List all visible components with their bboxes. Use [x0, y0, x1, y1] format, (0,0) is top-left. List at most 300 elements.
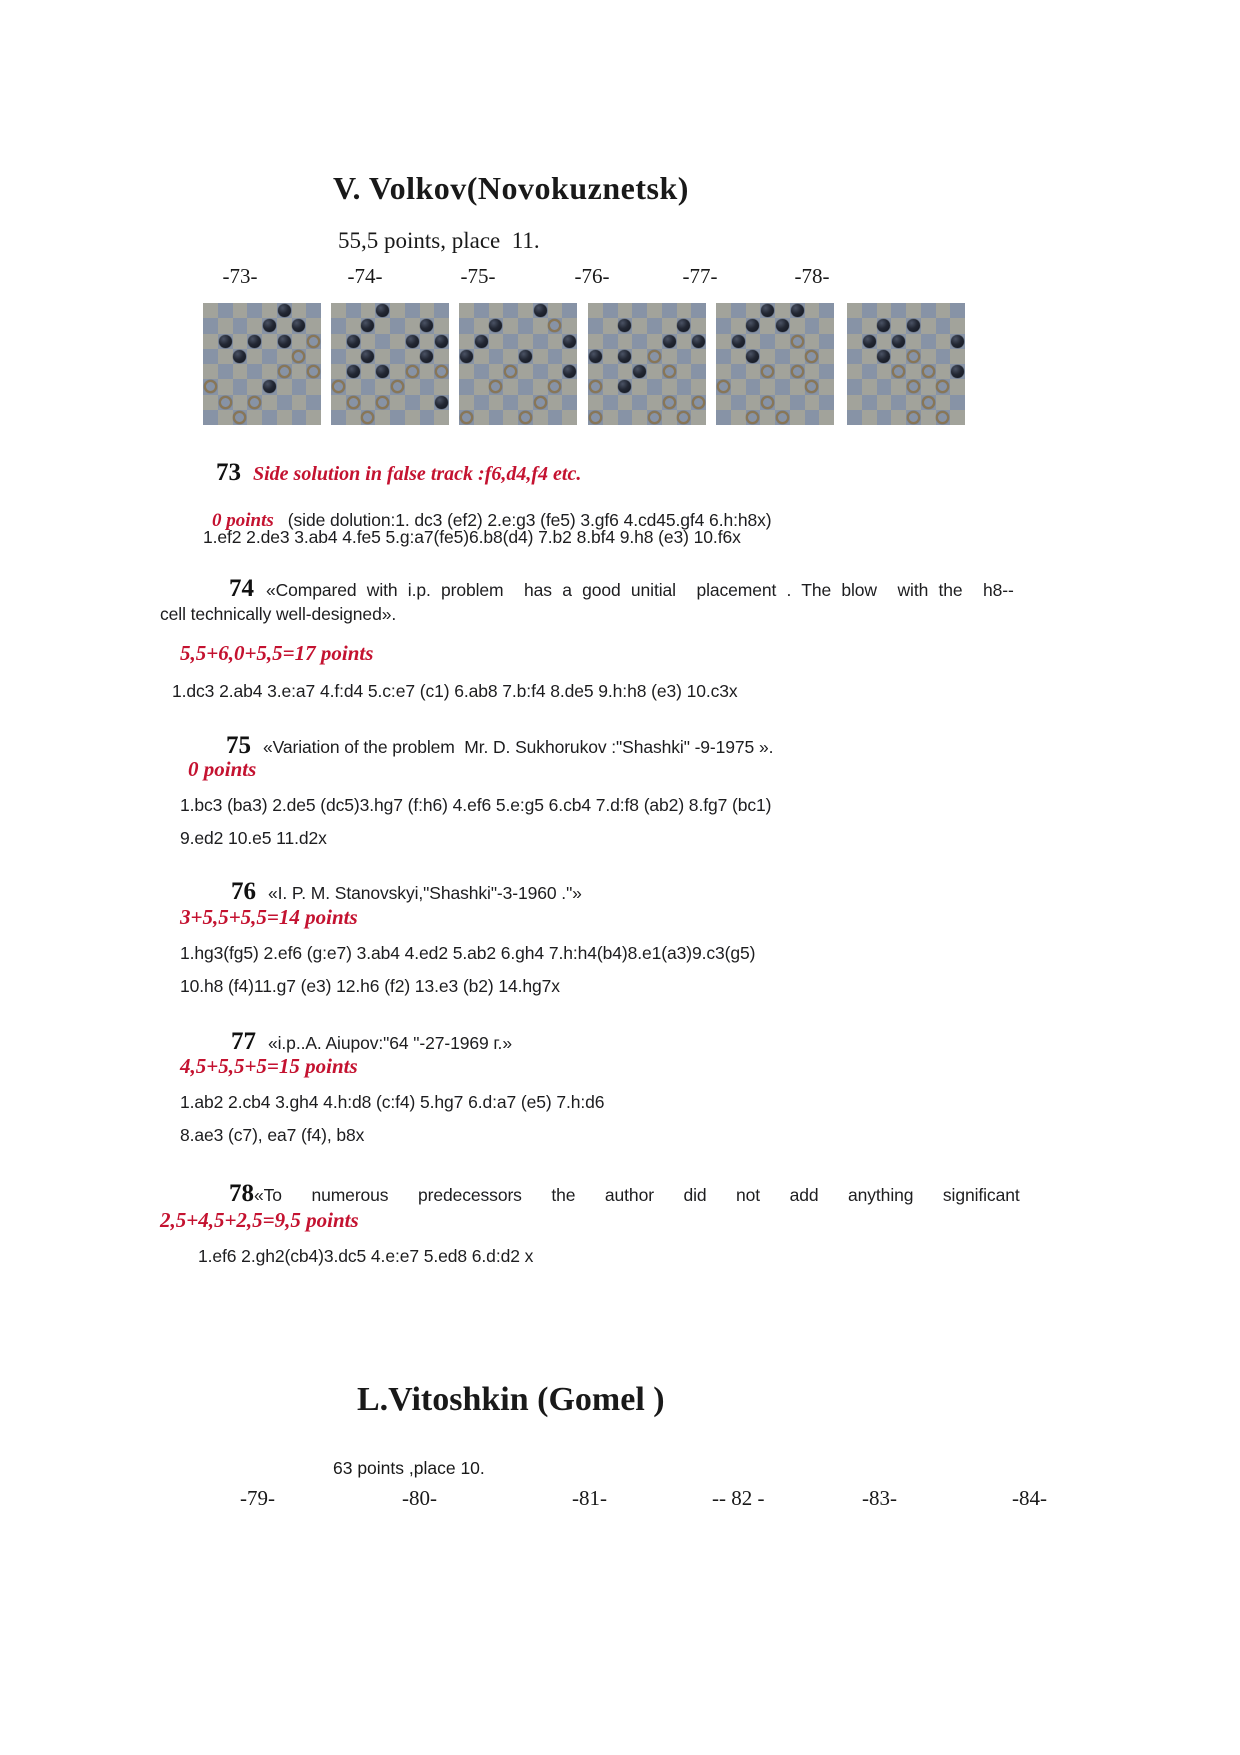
volkov-title: V. Volkov(Novokuznetsk): [333, 170, 689, 206]
board-square: [474, 303, 489, 318]
diagram-label-83: -83-: [862, 1486, 897, 1510]
board-square: [405, 349, 420, 364]
board-square: [891, 410, 906, 425]
board-square: [936, 334, 951, 349]
board-square: [760, 379, 775, 394]
board-square: [503, 303, 518, 318]
board-square: [805, 318, 820, 333]
board-square: [375, 349, 390, 364]
board-square: [662, 410, 677, 425]
board-square: [805, 395, 820, 410]
black-piece: [460, 350, 473, 363]
board-square: [775, 395, 790, 410]
board-square: [746, 379, 761, 394]
board-square: [306, 303, 321, 318]
board-square: [877, 395, 892, 410]
board-square: [618, 395, 633, 410]
board-square: [891, 349, 906, 364]
board-square: [489, 410, 504, 425]
board-square: [790, 349, 805, 364]
board-square: [632, 303, 647, 318]
board-square: [716, 303, 731, 318]
board-square: [518, 364, 533, 379]
black-piece: [219, 335, 232, 348]
black-piece: [863, 335, 876, 348]
board-square: [247, 349, 262, 364]
board-square: [474, 379, 489, 394]
board-square: [819, 334, 834, 349]
black-piece: [951, 335, 964, 348]
board-square: [603, 303, 618, 318]
board-square: [562, 379, 577, 394]
board-square: [936, 303, 951, 318]
problem-74-comment: «Compared with i.p. problem has a good unitial placement . The blow with the h8--: [266, 580, 1014, 600]
board-square: [603, 364, 618, 379]
board-square: [862, 303, 877, 318]
board-square: [533, 334, 548, 349]
board-square: [819, 379, 834, 394]
side-solution-text: (side dolution:1. dc3 (ef2) 2.e:g3 (fe5) 3.gf6 4.cd45.gf4 6.h:h8x): [287, 510, 772, 530]
board-square: [921, 349, 936, 364]
board-square: [731, 395, 746, 410]
board-square: [306, 318, 321, 333]
black-piece: [248, 335, 261, 348]
board-square: [503, 349, 518, 364]
white-piece: [347, 396, 360, 409]
board-square: [218, 379, 233, 394]
board-square: [247, 379, 262, 394]
board-square: [847, 410, 862, 425]
board-square: [716, 364, 731, 379]
diagram-label-77: -77-: [682, 264, 718, 288]
board-square: [950, 318, 965, 333]
board-square: [533, 349, 548, 364]
black-piece: [663, 335, 676, 348]
moves-line: 1.hg3(fg5) 2.ef6 (g:e7) 3.ab4 4.ed2 5.ab2 6.gh4 7.h:h4(b4)8.e1(a3)9.c3(g5): [180, 943, 756, 963]
board-square: [562, 410, 577, 425]
white-piece: [648, 411, 661, 424]
board-square: [632, 334, 647, 349]
board-square: [746, 303, 761, 318]
problem-75-comment: «Variation of the problem Mr. D. Sukhorukov :"Shashki" -9-1975 ».: [263, 737, 774, 757]
board-square: [306, 379, 321, 394]
board-square: [691, 303, 706, 318]
board-square: [716, 318, 731, 333]
board-square: [760, 318, 775, 333]
checkers-board-75: [459, 303, 577, 425]
board-square: [906, 395, 921, 410]
board-square: [346, 349, 361, 364]
board-square: [233, 379, 248, 394]
board-square: [533, 364, 548, 379]
board-square: [459, 364, 474, 379]
board-square: [677, 303, 692, 318]
problem-number: 77: [231, 1028, 256, 1055]
board-square: [503, 379, 518, 394]
problem-78-points-line: 2,5+4,5+2,5=9,5 points: [160, 1208, 359, 1232]
board-square: [233, 303, 248, 318]
problem-75-heading: [210, 714, 773, 778]
black-piece: [732, 335, 745, 348]
board-square: [562, 318, 577, 333]
board-square: [790, 379, 805, 394]
board-square: [847, 318, 862, 333]
board-square: [936, 395, 951, 410]
board-square: [891, 318, 906, 333]
board-square: [805, 410, 820, 425]
board-square: [331, 364, 346, 379]
problem-78-comment: «To numerous predecessors the author did not add anything significant: [254, 1185, 1020, 1205]
board-square: [375, 318, 390, 333]
board-square: [691, 318, 706, 333]
board-square: [906, 334, 921, 349]
board-square: [862, 395, 877, 410]
board-square: [292, 303, 307, 318]
white-piece: [534, 396, 547, 409]
diagram-label-76: -76-: [574, 264, 610, 288]
black-piece: [475, 335, 488, 348]
moves-line: 1.dc3 2.ab4 3.e:a7 4.f:d4 5.c:e7 (c1) 6.ab8 7.b:f4 8.de5 9.h:h8 (e3) 10.c3x: [172, 681, 738, 701]
points-value: 0 points: [212, 510, 274, 531]
board-square: [346, 379, 361, 394]
checkers-board-74: [331, 303, 449, 425]
board-square: [306, 349, 321, 364]
board-square: [548, 334, 563, 349]
board-square: [588, 334, 603, 349]
board-square: [292, 364, 307, 379]
board-square: [950, 303, 965, 318]
board-square: [292, 395, 307, 410]
board-square: [277, 379, 292, 394]
board-square: [233, 395, 248, 410]
board-square: [331, 395, 346, 410]
board-square: [420, 379, 435, 394]
white-piece: [791, 335, 804, 348]
board-square: [375, 410, 390, 425]
board-square: [877, 303, 892, 318]
board-square: [891, 395, 906, 410]
board-square: [562, 395, 577, 410]
black-piece: [519, 350, 532, 363]
moves-line: 1.ab2 2.cb4 3.gh4 4.h:d8 (c:f4) 5.hg7 6.d:a7 (e5) 7.h:d6: [180, 1092, 605, 1112]
moves-line: 10.h8 (f4)11.g7 (e3) 12.h6 (f2) 13.e3 (b2) 14.hg7x: [180, 976, 560, 996]
board-square: [489, 395, 504, 410]
board-square: [331, 349, 346, 364]
board-square: [247, 318, 262, 333]
board-square: [503, 318, 518, 333]
board-square: [716, 410, 731, 425]
board-square: [489, 303, 504, 318]
board-square: [203, 334, 218, 349]
black-piece: [406, 335, 419, 348]
board-square: [731, 364, 746, 379]
board-square: [518, 334, 533, 349]
board-square: [950, 410, 965, 425]
board-square: [233, 364, 248, 379]
board-square: [775, 303, 790, 318]
board-square: [647, 364, 662, 379]
board-square: [950, 349, 965, 364]
problem-number: 76: [231, 878, 256, 905]
board-square: [292, 410, 307, 425]
board-square: [647, 318, 662, 333]
moves-line: 1.ef2 2.de3 3.ab4 4.fe5 5.g:a7(fe5)6.b8(d4) 7.b2 8.bf4 9.h8 (e3) 10.f6x: [203, 527, 741, 547]
board-square: [921, 318, 936, 333]
board-square: [292, 379, 307, 394]
board-square: [533, 318, 548, 333]
board-square: [921, 303, 936, 318]
board-square: [405, 303, 420, 318]
board-square: [936, 364, 951, 379]
board-square: [647, 395, 662, 410]
white-piece: [307, 335, 320, 348]
board-square: [218, 349, 233, 364]
board-square: [603, 395, 618, 410]
board-square: [203, 364, 218, 379]
diagram-label-82: -- 82 -: [712, 1486, 765, 1510]
black-piece: [435, 396, 448, 409]
board-square: [921, 379, 936, 394]
board-square: [618, 334, 633, 349]
board-square: [819, 318, 834, 333]
board-square: [262, 349, 277, 364]
board-square: [420, 303, 435, 318]
black-piece: [278, 304, 291, 317]
problem-76-comment: «I. P. M. Stanovskyi,"Shashki"-3-1960 ."»: [268, 883, 582, 903]
board-square: [746, 395, 761, 410]
board-square: [489, 334, 504, 349]
board-square: [390, 318, 405, 333]
board-square: [247, 410, 262, 425]
board-square: [677, 364, 692, 379]
black-piece: [589, 350, 602, 363]
black-piece: [534, 304, 547, 317]
board-square: [716, 334, 731, 349]
board-square: [533, 410, 548, 425]
board-square: [434, 410, 449, 425]
board-square: [662, 349, 677, 364]
white-piece: [589, 411, 602, 424]
board-square: [588, 318, 603, 333]
checkers-board-77: [716, 303, 834, 425]
board-square: [277, 318, 292, 333]
white-piece: [692, 396, 705, 409]
board-square: [662, 318, 677, 333]
board-square: [731, 410, 746, 425]
diagram-label-81: -81-: [572, 1486, 607, 1510]
white-piece: [648, 350, 661, 363]
board-square: [203, 303, 218, 318]
board-square: [203, 318, 218, 333]
board-square: [805, 364, 820, 379]
board-square: [390, 410, 405, 425]
vitoshkin-title: L.Vitoshkin (Gomel ): [357, 1381, 665, 1418]
board-square: [459, 318, 474, 333]
board-square: [306, 410, 321, 425]
board-square: [632, 410, 647, 425]
board-square: [847, 349, 862, 364]
board-square: [862, 410, 877, 425]
board-square: [677, 395, 692, 410]
black-piece: [347, 365, 360, 378]
board-square: [203, 410, 218, 425]
board-square: [588, 364, 603, 379]
board-square: [731, 379, 746, 394]
board-square: [262, 395, 277, 410]
board-square: [474, 395, 489, 410]
board-square: [489, 364, 504, 379]
problem-74-points-line: 5,5+6,0+5,5=17 points: [180, 641, 374, 665]
board-square: [548, 364, 563, 379]
problem-77-points-line: 4,5+5,5+5=15 points: [180, 1054, 358, 1078]
black-piece: [435, 335, 448, 348]
problem-75-points-line: 0 points: [188, 757, 257, 781]
board-square: [877, 334, 892, 349]
board-square: [760, 349, 775, 364]
diagram-label-79: -79-: [240, 1486, 275, 1510]
board-square: [677, 379, 692, 394]
problem-76-points-line: 3+5,5+5,5=14 points: [180, 905, 358, 929]
moves-line: 1.bc3 (ba3) 2.de5 (dc5)3.hg7 (f:h6) 4.ef6 5.e:g5 6.cb4 7.d:f8 (ab2) 8.fg7 (bc1): [180, 795, 772, 815]
board-square: [877, 379, 892, 394]
board-square: [775, 334, 790, 349]
board-square: [936, 318, 951, 333]
problem-74-comment-cont: cell technically well-designed».: [160, 604, 397, 624]
board-square: [361, 379, 376, 394]
board-square: [390, 395, 405, 410]
board-square: [891, 303, 906, 318]
board-square: [203, 349, 218, 364]
board-square: [503, 395, 518, 410]
moves-line: 8.ae3 (c7), ea7 (f4), b8x: [180, 1125, 365, 1145]
board-square: [677, 334, 692, 349]
board-square: [819, 303, 834, 318]
board-square: [548, 349, 563, 364]
checkers-board-73: [203, 303, 321, 425]
problem-number: 75: [226, 732, 251, 759]
board-square: [420, 410, 435, 425]
board-square: [662, 379, 677, 394]
board-square: [819, 364, 834, 379]
board-square: [203, 395, 218, 410]
checkers-board-76: [588, 303, 706, 425]
board-square: [618, 410, 633, 425]
board-square: [760, 334, 775, 349]
board-square: [262, 410, 277, 425]
white-piece: [922, 396, 935, 409]
problem-77-comment: «i.p..A. Aiupov:"64 "-27-1969 г.»: [268, 1033, 512, 1053]
board-square: [331, 410, 346, 425]
board-square: [632, 379, 647, 394]
board-square: [548, 410, 563, 425]
board-square: [805, 334, 820, 349]
black-piece: [791, 304, 804, 317]
board-square: [434, 303, 449, 318]
board-square: [361, 364, 376, 379]
board-square: [474, 410, 489, 425]
board-square: [618, 303, 633, 318]
moves-line: 9.ed2 10.e5 11.d2x: [180, 828, 327, 848]
board-square: [434, 349, 449, 364]
board-square: [489, 349, 504, 364]
board-square: [862, 349, 877, 364]
white-piece: [907, 411, 920, 424]
board-square: [474, 364, 489, 379]
diagram-label-74: -74-: [347, 264, 383, 288]
board-square: [847, 364, 862, 379]
board-square: [877, 364, 892, 379]
board-square: [891, 379, 906, 394]
board-square: [562, 303, 577, 318]
white-piece: [460, 411, 473, 424]
board-square: [775, 379, 790, 394]
board-square: [405, 395, 420, 410]
diagram-label-84: -84-: [1012, 1486, 1047, 1510]
board-square: [405, 379, 420, 394]
board-square: [518, 318, 533, 333]
board-square: [277, 395, 292, 410]
board-square: [518, 395, 533, 410]
board-square: [262, 303, 277, 318]
white-piece: [663, 365, 676, 378]
board-square: [775, 364, 790, 379]
board-square: [819, 395, 834, 410]
white-piece: [519, 411, 532, 424]
board-square: [503, 334, 518, 349]
board-square: [375, 379, 390, 394]
white-piece: [376, 396, 389, 409]
black-piece: [563, 335, 576, 348]
board-square: [691, 364, 706, 379]
board-square: [390, 364, 405, 379]
white-piece: [761, 396, 774, 409]
board-square: [691, 410, 706, 425]
board-square: [331, 334, 346, 349]
board-square: [361, 334, 376, 349]
board-square: [390, 349, 405, 364]
white-piece: [791, 365, 804, 378]
board-square: [790, 395, 805, 410]
board-square: [790, 318, 805, 333]
board-square: [677, 349, 692, 364]
board-square: [233, 318, 248, 333]
checkers-board-78: [847, 303, 965, 425]
board-square: [760, 410, 775, 425]
board-square: [603, 334, 618, 349]
board-square: [233, 334, 248, 349]
board-square: [647, 334, 662, 349]
board-square: [847, 334, 862, 349]
white-piece: [248, 396, 261, 409]
board-square: [434, 318, 449, 333]
black-piece: [892, 335, 905, 348]
board-square: [603, 349, 618, 364]
board-square: [819, 410, 834, 425]
board-square: [731, 318, 746, 333]
board-square: [906, 364, 921, 379]
board-square: [632, 349, 647, 364]
board-square: [434, 379, 449, 394]
board-square: [247, 364, 262, 379]
board-square: [306, 395, 321, 410]
board-square: [459, 379, 474, 394]
board-square: [247, 303, 262, 318]
board-square: [588, 395, 603, 410]
board-square: [632, 395, 647, 410]
board-square: [731, 349, 746, 364]
white-piece: [776, 411, 789, 424]
diagram-label-78: -78-: [794, 264, 830, 288]
